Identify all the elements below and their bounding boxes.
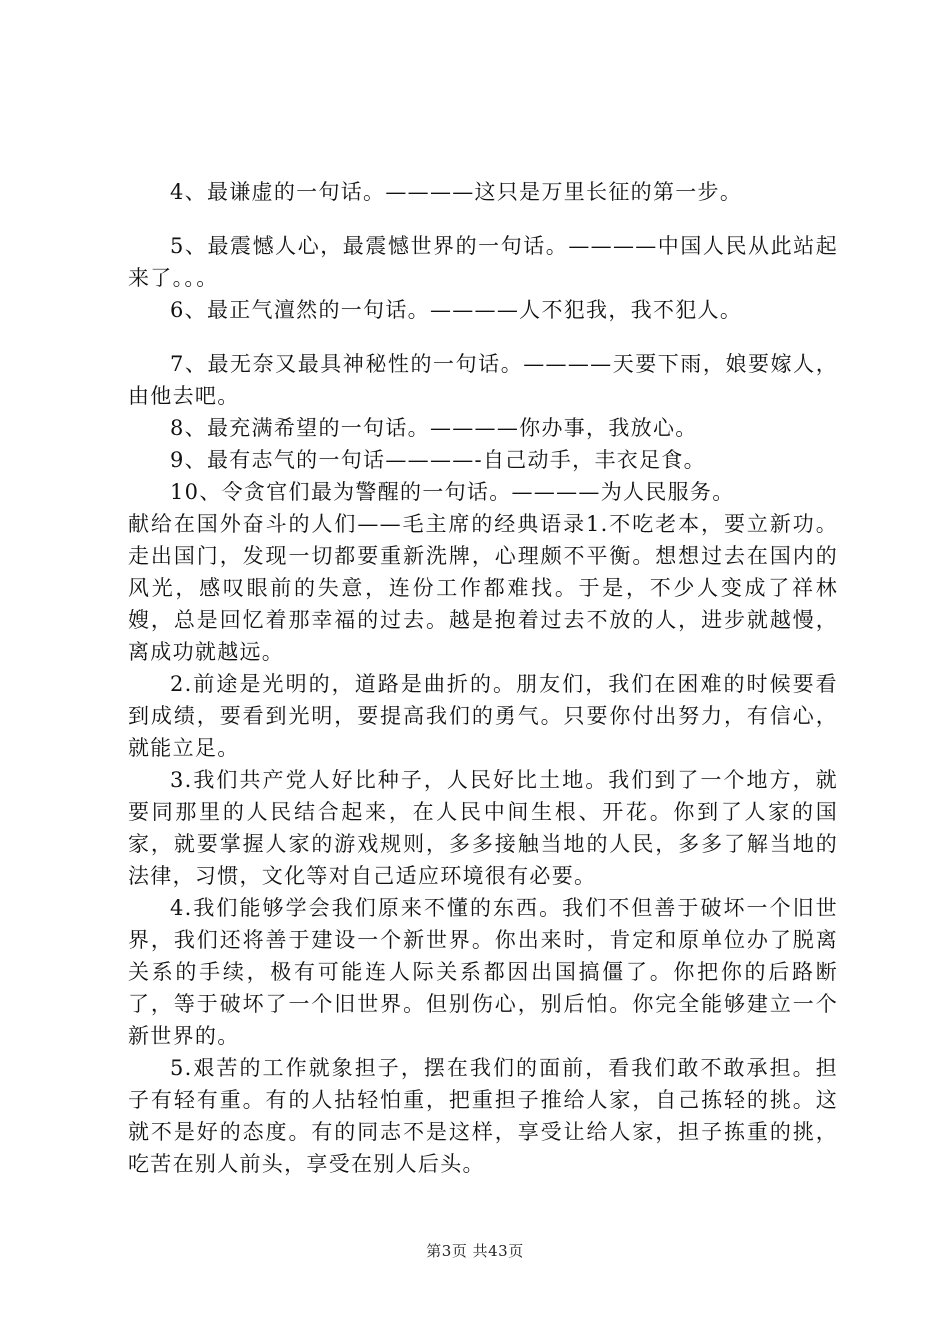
paragraph-quote-5: 5、最震憾人心，最震憾世界的一句话。————中国人民从此站起来了。。。 xyxy=(128,234,838,290)
paragraph-quote-9: 9、最有志气的一句话————-自己动手，丰衣足食。 xyxy=(170,448,706,472)
paragraph-item-3: 3.我们共产党人好比种子，人民好比土地。我们到了一个地方，就要同那里的人民结合起来，在人民中间生根、开花。你到了人家的国家，就要掌握人家的游戏规则，多多接触当地的人民，多多了解当地的法律，习惯，文化等对自己适应环境很有必要。 xyxy=(128,768,838,888)
paragraph-item-4: 4.我们能够学会我们原来不懂的东西。我们不但善于破坏一个旧世界，我们还将善于建设一个新世界。你出来时，肯定和原单位办了脱离关系的手续，极有可能连人际关系都因出国搞僵了。你把你的后路断了，等于破坏了一个旧世界。但别伤心，别后怕。你完全能够建立一个新世界的。 xyxy=(128,896,838,1048)
paragraph-item-5: 5.艰苦的工作就象担子，摆在我们的面前，看我们敢不敢承担。担子有轻有重。有的人拈轻怕重，把重担子推给人家，自己拣轻的挑。这就不是好的态度。有的同志不是这样，享受让给人家，担子拣重的挑，吃苦在别人前头，享受在别人后头。 xyxy=(128,1056,838,1176)
paragraph-quote-8: 8、最充满希望的一句话。————你办事，我放心。 xyxy=(170,416,698,440)
paragraph-section-intro: 献给在国外奋斗的人们——毛主席的经典语录1.不吃老本，要立新功。走出国门，发现一切都要重新洗牌，心理颇不平衡。想想过去在国内的风光，感叹眼前的失意，连份工作都难找。于是，不少人变成了祥林嫂，总是回忆着那幸福的过去。越是抱着过去不放的人，进步就越慢，离成功就越远。 xyxy=(128,512,838,664)
paragraph-quote-7: 7、最无奈又最具神秘性的一句话。————天要下雨，娘要嫁人，由他去吧。 xyxy=(128,352,838,408)
paragraph-item-2: 2.前途是光明的，道路是曲折的。朋友们，我们在困难的时候要看到成绩，要看到光明，要提高我们的勇气。只要你付出努力，有信心，就能立足。 xyxy=(128,672,838,760)
paragraph-gap xyxy=(128,208,838,230)
paragraph-quote-10: 10、令贪官们最为警醒的一句话。————为人民服务。 xyxy=(170,480,735,504)
document-body xyxy=(128,176,838,1180)
page-number-footer: 第3页 共43页 xyxy=(426,1242,524,1260)
paragraph-quote-4: 4、最谦虚的一句话。————这只是万里长征的第一步。 xyxy=(170,180,743,204)
paragraph-quote-6: 6、最正气澶然的一句话。————人不犯我，我不犯人。 xyxy=(170,298,743,322)
paragraph-gap xyxy=(128,326,838,348)
